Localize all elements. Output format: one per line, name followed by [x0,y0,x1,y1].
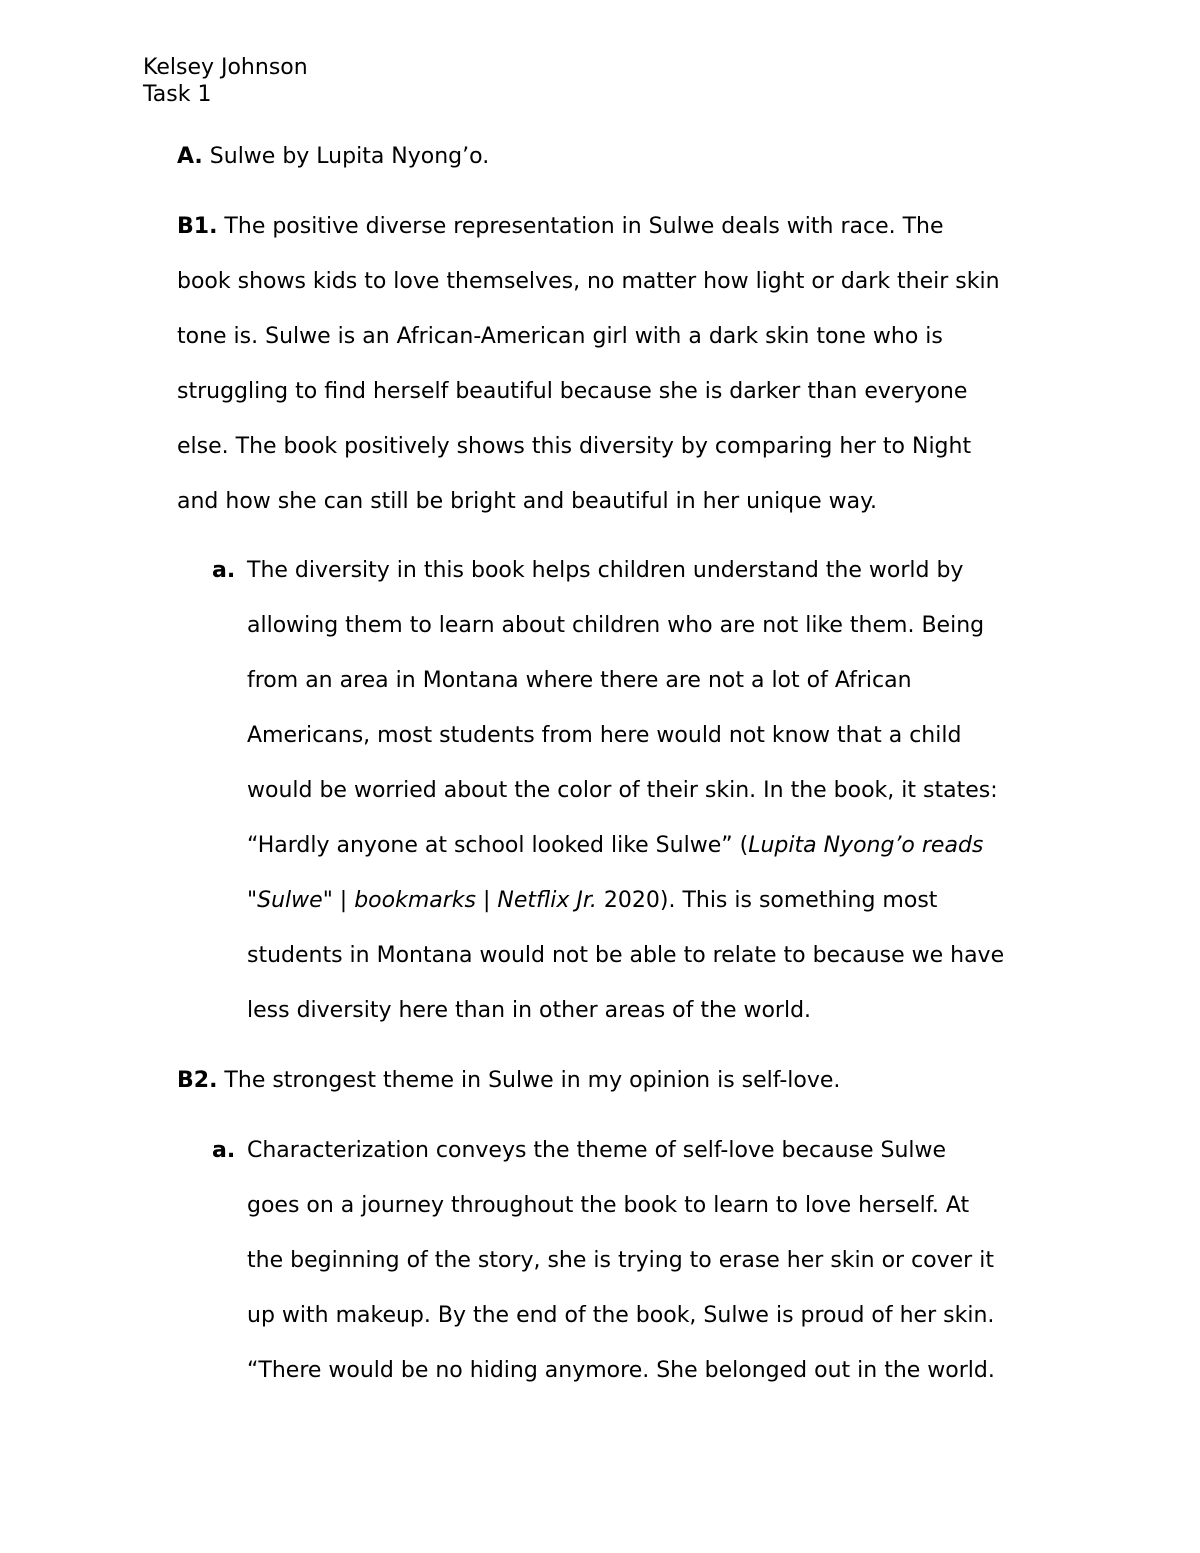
b1a-quote-line [247,818,1072,873]
b2a-line-5: “There would be no hiding anymore. She belonged out in the world. [247,1358,995,1383]
b1-sub-a-body [247,543,1072,1038]
b1a-line-8: students in Montana would not be able to relate to because we have [247,943,1005,968]
section-a [177,129,1077,184]
b1a-cite-line [247,873,1072,928]
b1-line-4: struggling to find herself beautiful because she is darker than everyone [177,379,968,404]
b1a-line-1: The diversity in this book helps children understand the world by [247,558,964,583]
b1a-cite-qopen: " [247,888,258,913]
b1-sub-a [212,543,1072,1038]
b1a-cite-author: Lupita Nyong’o reads [748,833,984,858]
b2a-line-3: the beginning of the story, she is trying to erase her skin or cover it [247,1248,994,1273]
task-label: Task 1 [143,82,212,107]
b1a-cite-sep: | [476,888,498,913]
section-a-label: A. [177,144,203,169]
section-a-paragraph [177,129,1077,184]
b2-sub-a-marker: a. [212,1138,236,1163]
b2a-line-2: goes on a journey throughout the book to learn to love herself. At [247,1193,970,1218]
b1a-cite-netflix: Netflix Jr. [497,888,597,913]
b1a-cite-bookmarks: bookmarks [354,888,477,913]
b1a-line-3: from an area in Montana where there are not a lot of African [247,668,912,693]
b1-line-2: book shows kids to love themselves, no matter how light or dark their skin [177,269,1000,294]
section-b1-label: B1. [177,214,218,239]
b2a-line-1: Characterization conveys the theme of self-love because Sulwe [247,1138,947,1163]
b1a-cite-title: Sulwe [257,888,323,913]
b1a-cite-qclose: " | [322,888,355,913]
document-header [143,54,308,108]
section-b2 [177,1053,1077,1108]
section-b2-text: The strongest theme in Sulwe in my opinion is self-love. [217,1068,841,1093]
b2-sub-a [212,1123,1072,1398]
b1-line-1 [177,199,1077,254]
b1-line-1-text: The positive diverse representation in Sulwe deals with race. The [217,214,944,239]
b2-sub-a-body [247,1123,1072,1398]
b1a-line-9: less diversity here than in other areas of the world. [247,998,812,1023]
b1a-line-2: allowing them to learn about children who are not like them. Being [247,613,985,638]
b1-sub-a-marker: a. [212,558,236,583]
b2a-line-4: up with makeup. By the end of the book, Sulwe is proud of her skin. [247,1303,995,1328]
b1-line-5: else. The book positively shows this diversity by comparing her to Night [177,434,972,459]
b1-line-3: tone is. Sulwe is an African-American girl with a dark skin tone who is [177,324,943,349]
b1a-cite-rest: 2020). This is something most [596,888,938,913]
section-b1 [177,199,1077,529]
section-a-text: Sulwe by Lupita Nyong’o. [202,144,490,169]
section-b2-paragraph [177,1053,1077,1108]
b1a-line-4: Americans, most students from here would not know that a child [247,723,962,748]
b1-line-6: and how she can still be bright and beautiful in her unique way. [177,489,877,514]
b1a-line-5: would be worried about the color of their skin. In the book, it states: [247,778,998,803]
author-name: Kelsey Johnson [143,55,308,80]
section-b2-label: B2. [177,1068,218,1093]
b1a-quote: “Hardly anyone at school looked like Sulwe” ( [247,833,749,858]
